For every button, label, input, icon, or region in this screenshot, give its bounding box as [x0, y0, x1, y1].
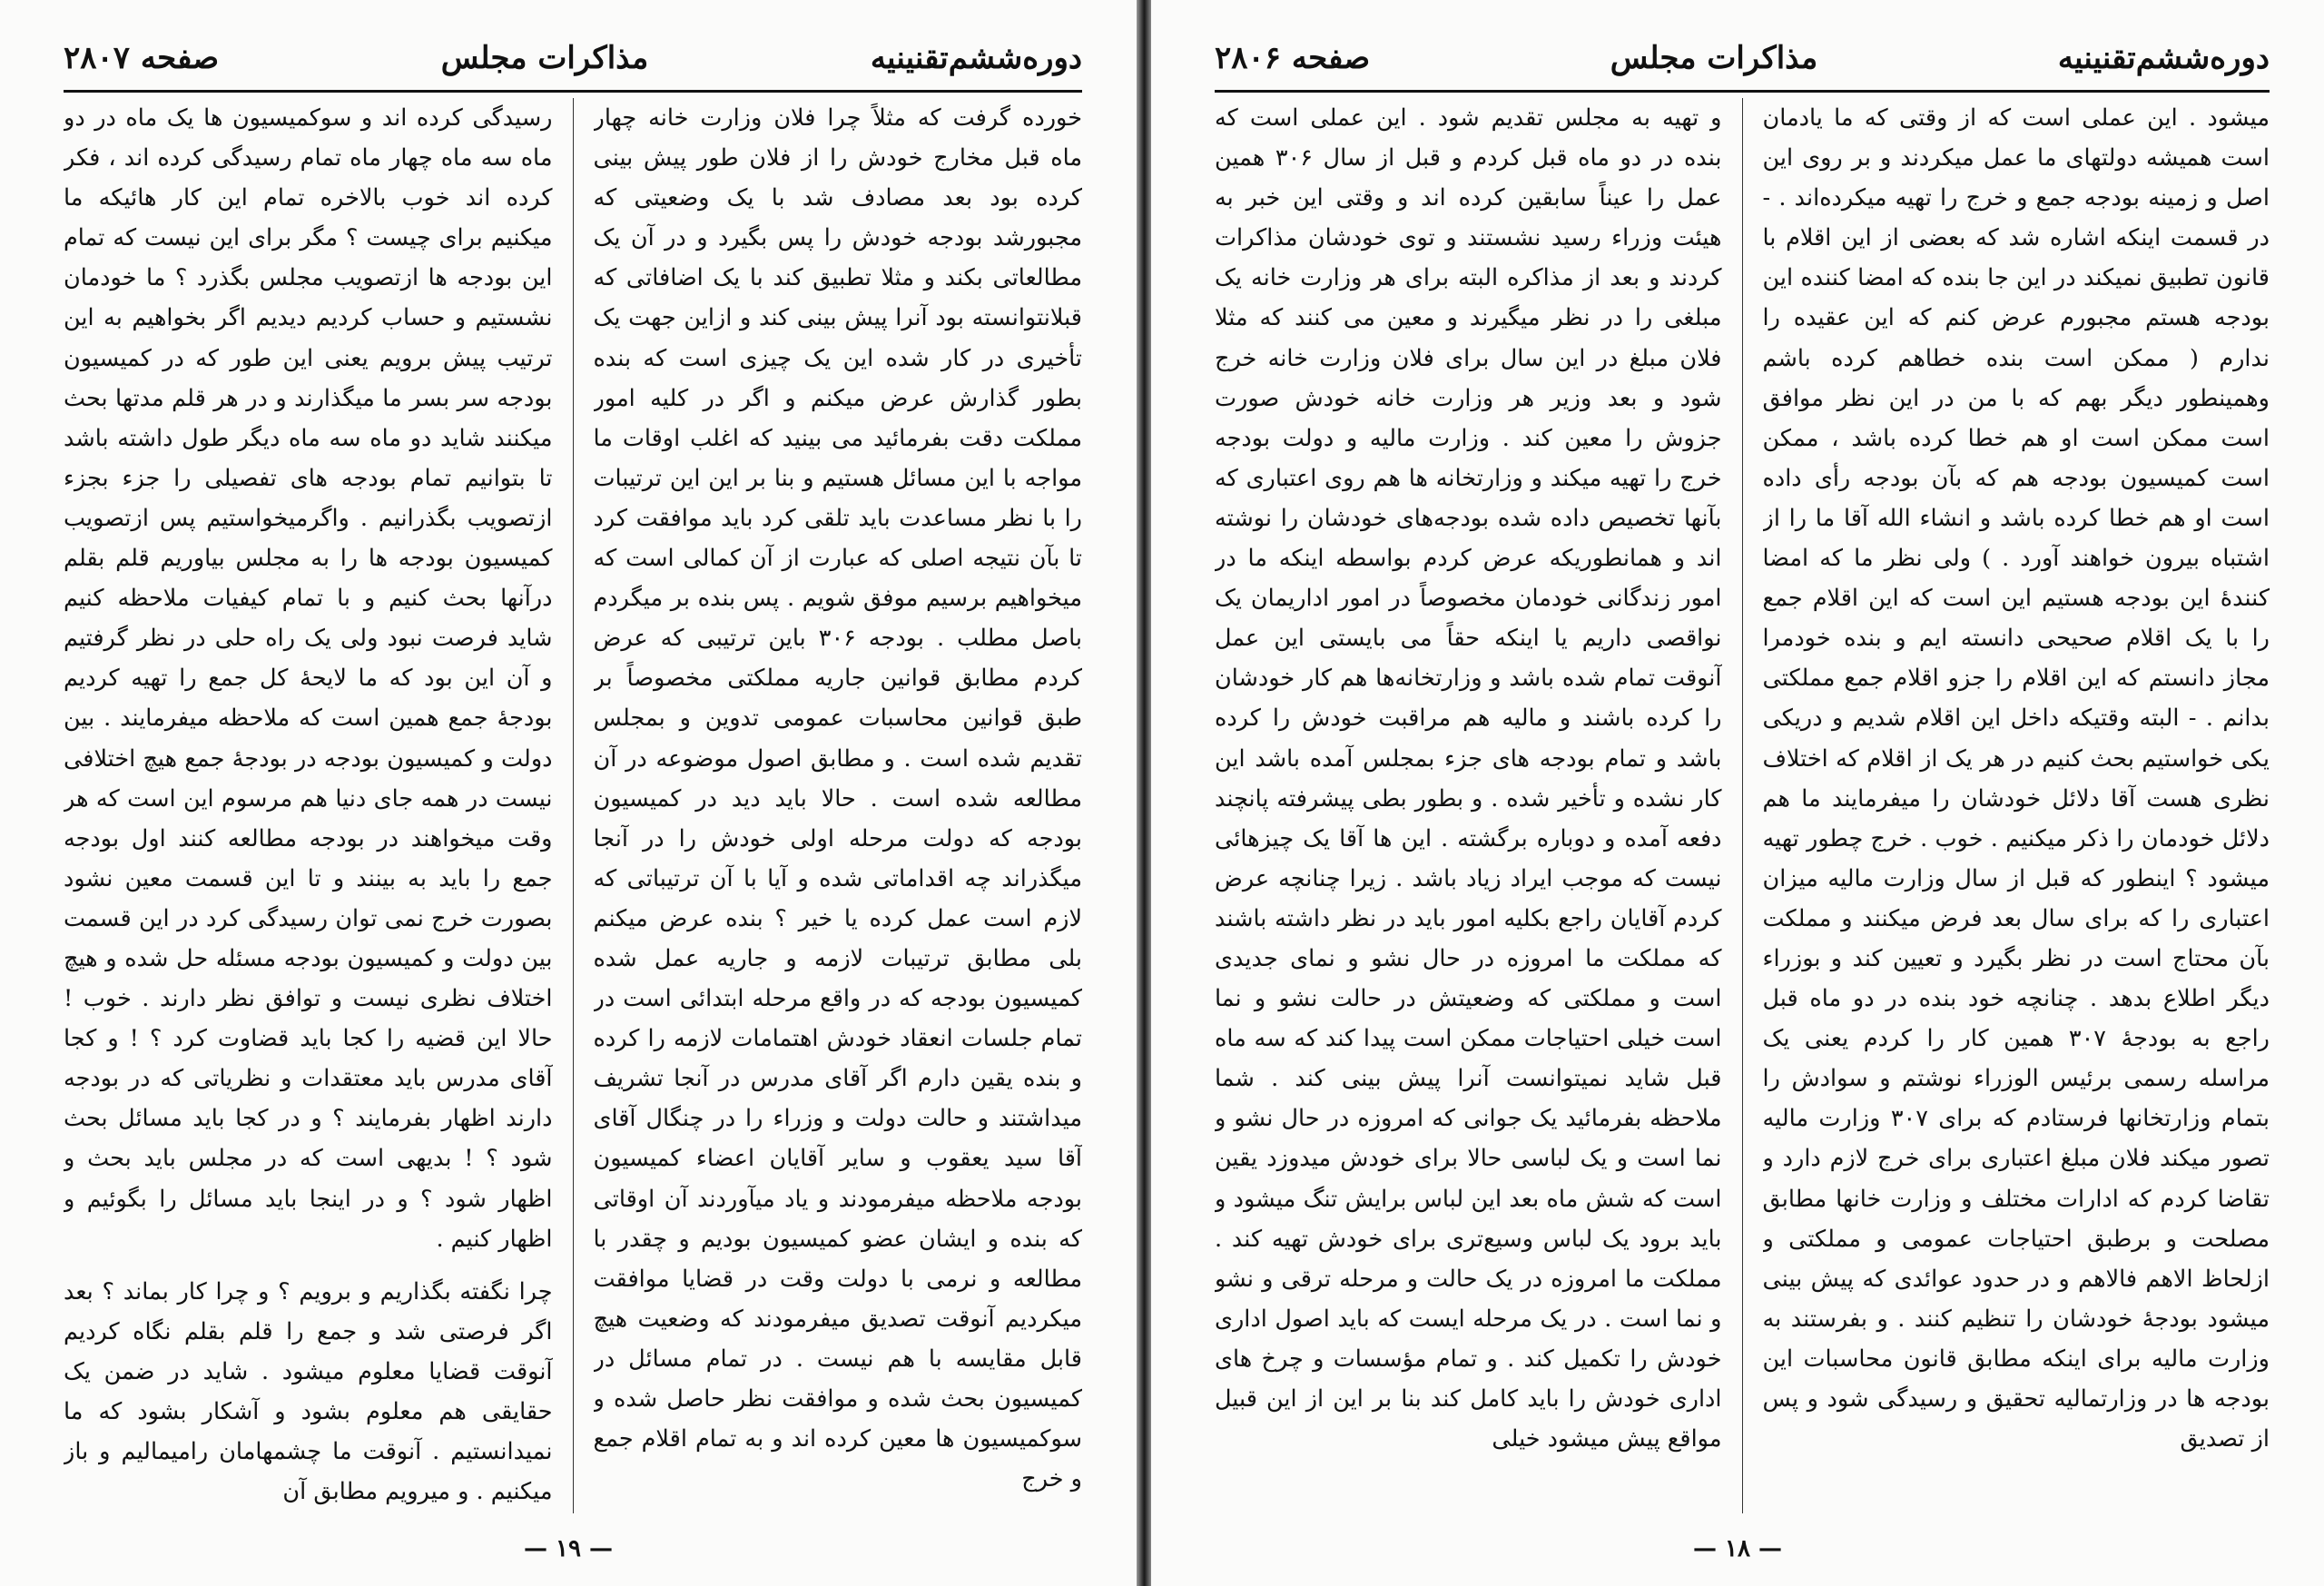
left-page-folio: — ۱۹ — [523, 1535, 614, 1562]
left-header-series: دوره‌ششم‌تقنینیه [870, 40, 1082, 76]
right-page-header [1215, 36, 2270, 80]
right-col1-paragraph: میشود . این عملی است که از وقتی که ما یادمان است همیشه دولتهای ما عمل میکردند و بر روی این اصل و زمینه بودجه جمع و خرج را تهیه میکرده‌اند . - در قسمت اینکه اشاره شد که بعضی از این اقلام با قانون تطبیق نمیکند در این جا بنده که امضا کننده این بودجه هستم مجبورم عرض کنم که این عقیده را ندارم ( ممکن است بنده خطاهم کرده باشم وهمینطور دیگر بهم که با من در این نظر موافق است ممکن است او هم خطا کرده باشد ، ممکن است کمیسیون بودجه هم که بآن بودجه رأی داده است او هم خطا کرده باشد و انشاء الله آقا ما را از اشتباه بیرون خواهند آورد . ) ولی نظر ما که امضا کنندهٔ این بودجه هستیم این است که این اقلام جمع را با یک اقلام صحیحی دانسته ایم و بنده خودمرا مجاز دانستم که این اقلام را جزو اقلام جمع مملکتی بدانم . - البته وقتیکه داخل این اقلام شدیم و دریکی یکی خواستیم بحث کنیم در هر یک از اقلام که اختلاف نظری هست آقا دلائل خودشان را میفرمایند ما هم دلائل خودمان را ذکر میکنیم . خوب . خرج چطور تهیه میشود ؟ اینطور که قبل از سال وزارت مالیه میزان اعتباری را که برای سال بعد فرض میکنند و مملکت بآن محتاج است در نظر بگیرد و تعیین کند و بوزراء دیگر اطلاع بدهد . چنانچه خود بنده در دو ماه قبل راجع به بودجهٔ ۳۰۷ همین کار را کردم یعنی یک مراسله رسمی برئیس الوزراء نوشتم و سوادش را بتمام وزارتخانها فرستادم که برای ۳۰۷ وزارت مالیه تصور میکند فلان مبلغ اعتباری برای خرج لازم دارد و تقاضا کردم که ادارات مختلف و وزارت خانها مطابق مصلحت و برطبق احتیاجات عمومی و مملکتی و ازلحاظ الاهم فالاهم و در حدود عوائدی که پیش بینی میشود بودجهٔ خودشان را تنظیم کنند . و بفرستند به وزارت مالیه برای اینکه مطابق قانون محاسبات این بودجه ها در وزارتمالیه تحقیق و رسیدگی شود و پس از تصدیق [1762, 104, 2270, 1453]
right-page-columns [1215, 98, 2270, 1513]
left-col2-paragraph-2: چرا نگفته بگذاریم و برویم ؟ و چرا کار بماند ؟ بعد اگر فرصتی شد و جمع را قلم بقلم نگاه کردیم آنوقت قضایا معلوم میشود . شاید در ضمن یک حقایقی هم معلوم بشود و آشکار بشود که ما نمیدانستیم . آنوقت ما چشمهامان رامیمالیم و باز میکنیم . و میرویم مطابق آن [64, 1277, 553, 1506]
right-page-column-left [1215, 98, 1722, 1513]
right-page [1151, 0, 2324, 1586]
left-page [0, 0, 1137, 1586]
right-header-title: مذاکرات مجلس [1610, 40, 1818, 76]
left-page-column-right [594, 98, 1083, 1513]
right-col2-paragraph: و تهیه به مجلس تقدیم شود . این عملی است که بنده در دو ماه قبل کردم و قبل از سال ۳۰۶ همین عمل را عیناً سابقین کرده اند و وقتی این خبر به هیئت وزراء رسید نشستند و توی خودشان مذاکرات کردند و بعد از مذاکره البته برای هر وزارت خانه یک مبلغی را در نظر میگیرند و معین می کنند که مثلا فلان مبلغ در این سال برای فلان وزارت خانه خرج شود و بعد وزیر هر وزارت خانه خودش صورت جزوش را معین کند . وزارت مالیه و دولت بودجه خرج را تهیه میکند و وزارتخانه ها هم روی اعتباری که بآنها تخصیص داده شده بودجه‌های خودشان را نوشته اند و همانطوریکه عرض کردم بواسطه اینکه ما در امور زندگانی خودمان مخصوصاً در امور اداریمان یک نواقصی داریم یا اینکه حقاً می بایستی این عمل آنوقت تمام شده باشد و وزارتخانه‌ها هم کار خودشان را کرده باشند و مالیه هم مراقبت خودش را کرده باشد و تمام بودجه های جزء بمجلس آمده باشد این کار نشده و تأخیر شده . و بطور بطی پیشرفته پانچند دفعه آمده و دوباره برگشته . این ها آقا یک چیزهائی نیست که موجب ایراد زیاد باشد . زیرا چنانچه عرض کردم آقایان راجع بکلیه امور باید در نظر داشته باشند که مملکت ما امروزه در حال نشو و نمای جدیدی است و مملکتی که وضعیتش در حالت نشو و نما است خیلی احتیاجات ممکن است پیدا کند که سه ماه قبل شاید نمیتوانست آنرا پیش بینی کند . شما ملاحظه بفرمائید یک جوانی که امروزه در حال نشو و نما است و یک لباسی حالا برای خودش میدوزد یقین است که شش ماه بعد این لباس برایش تنگ میشود و باید برود یک لباس وسیع‌تری برای خودش تهیه کند . مملکت ما امروزه در یک حالت و مرحله ترقی و نشو و نما است . در یک مرحله ایست که باید اصول اداری خودش را تکمیل کند . و تمام مؤسسات و چرخ های اداری خودش را باید کامل کند بنا بر این از این قبیل مواقع پیش میشود خیلی [1215, 104, 1722, 1453]
right-header-rule [1215, 90, 2270, 93]
left-page-columns [64, 98, 1082, 1513]
right-header-page-label: صفحه ۲۸۰۶ [1215, 40, 1371, 76]
left-page-column-left [64, 98, 553, 1513]
left-column-divider [573, 98, 574, 1513]
left-header-title: مذاکرات مجلس [440, 40, 649, 76]
left-page-header [64, 36, 1082, 80]
book-gutter [1137, 0, 1151, 1586]
left-col2-paragraph-1: رسیدگی کرده اند و سوکمیسیون ها یک ماه در دو ماه سه ماه چهار ماه تمام رسیدگی کرده اند ، فکر کرده اند خوب بالاخره تمام این کار هائیکه ما میکنیم برای چیست ؟ مگر برای این نیست که تمام این بودجه ها ازتصویب مجلس بگذرد ؟ ما خودمان نشستیم و حساب کردیم دیدیم اگر بخواهیم به این ترتیب پیش برویم یعنی این طور که در کمیسیون بودجه سر بسر ما میگذارند و در هر قلم مدتها بحث میکنند شاید دو ماه سه ماه دیگر طول داشته باشد تا بتوانیم تمام بودجه های تفصیلی را جزء بجزء ازتصویب بگذرانیم . واگرمیخواستیم پس ازتصویب کمیسیون بودجه ها را به مجلس بیاوریم قلم بقلم درآنها بحث کنیم و با تمام کیفیات ملاحظه کنیم شاید فرصت نبود ولی یک راه حلی در نظر گرفتیم و آن این بود که ما لایحهٔ کل جمع را تهیه کردیم بودجهٔ جمع همین است که ملاحظه میفرمایند . بین دولت و کمیسیون بودجه در بودجهٔ جمع هیچ اختلافی نیست در همه جای دنیا هم مرسوم این است که هر وقت میخواهند در بودجه مطالعه کنند اول بودجه جمع را باید به بینند و تا این قسمت معین نشود بصورت خرج نمی توان رسیدگی کرد در این قسمت بین دولت و کمیسیون بودجه مسئله حل شده و هیچ اختلاف نظری نیست و توافق نظر دارند . خوب ! حالا این قضیه را کجا باید قضاوت کرد ؟ ! و کجا آقای مدرس باید معتقدات و نظریاتی که در بودجه دارند اظهار بفرمایند ؟ و در کجا باید مسائل بحث شود ؟ ! بدیهی است که در مجلس باید بحث و اظهار شود ؟ و در اینجا باید مسائل را بگوئیم و اظهار کنیم . [64, 104, 553, 1253]
right-page-folio: — ۱۸ — [1692, 1535, 1783, 1562]
left-header-rule [64, 90, 1082, 93]
left-col1-paragraph: خورده گرفت که مثلاً چرا فلان وزارت خانه چهار ماه قبل مخارج خودش را از فلان طور پیش بینی کرده بود بعد مصادف شد با یک وضعیتی که مجبورشد بودجه خودش را پس بگیرد و در آن یک مطالعاتی بکند و مثلا تطبیق کند با یک اضافاتی که قبلانتوانسته بود آنرا پیش بینی کند و ازاین جهت یک تأخیری در کار شده این یک چیزی است که بنده بطور گذارش عرض میکنم و اگر در کلیه امور مملکت دقت بفرمائید می بینید که اغلب اوقات ما مواجه با این مسائل هستیم و بنا بر این این ترتیبات را با نظر مساعدت باید تلقی کرد باید موافقت کرد تا بآن نتیجه اصلی که عبارت از آن کمالی است که میخواهیم برسیم موفق شویم . پس بنده بر میگردم باصل مطلب . بودجه ۳۰۶ باین ترتیبی که عرض کردم مطابق قوانین جاریه مملکتی مخصوصاً بر طبق قوانین محاسبات عمومی تدوین و بمجلس تقدیم شده است . و مطابق اصول موضوعه در آن مطالعه شده است . حالا باید دید در کمیسیون بودجه که دولت مرحله اولی خودش را در آنجا میگذراند چه اقداماتی شده و آیا با آن ترتیباتی که لازم است عمل کرده یا خیر ؟ بنده عرض میکنم بلی مطابق ترتیبات لازمه و جاریه عمل شده کمیسیون بودجه که در واقع مرحله ابتدائی است در تمام جلسات انعقاد خودش اهتمامات لازمه را کرده و بنده یقین دارم اگر آقای مدرس در آنجا تشریف میداشتند و حالت دولت و وزراء را در چنگال آقای آقا سید یعقوب و سایر آقایان اعضاء کمیسیون بودجه ملاحظه میفرمودند و یاد میآوردند آن اوقاتی که بنده و ایشان عضو کمیسیون بودیم و چقدر با مطالعه و نرمی با دولت وقت در قضایا موافقت میکردیم آنوقت تصدیق میفرمودند که وضعیت هیچ قابل مقایسه با هم نیست . در تمام مسائل در کمیسیون بحث شده و موافقت نظر حاصل شده و سوکمیسیون ها معین کرده اند و به تمام اقلام جمع و خرج [593, 104, 1082, 1493]
right-header-series: دوره‌ششم‌تقنینیه [2057, 40, 2270, 76]
right-column-divider [1742, 98, 1743, 1513]
left-header-page-label: صفحه ۲۸۰۷ [64, 40, 220, 76]
right-page-column-right [1763, 98, 2270, 1513]
